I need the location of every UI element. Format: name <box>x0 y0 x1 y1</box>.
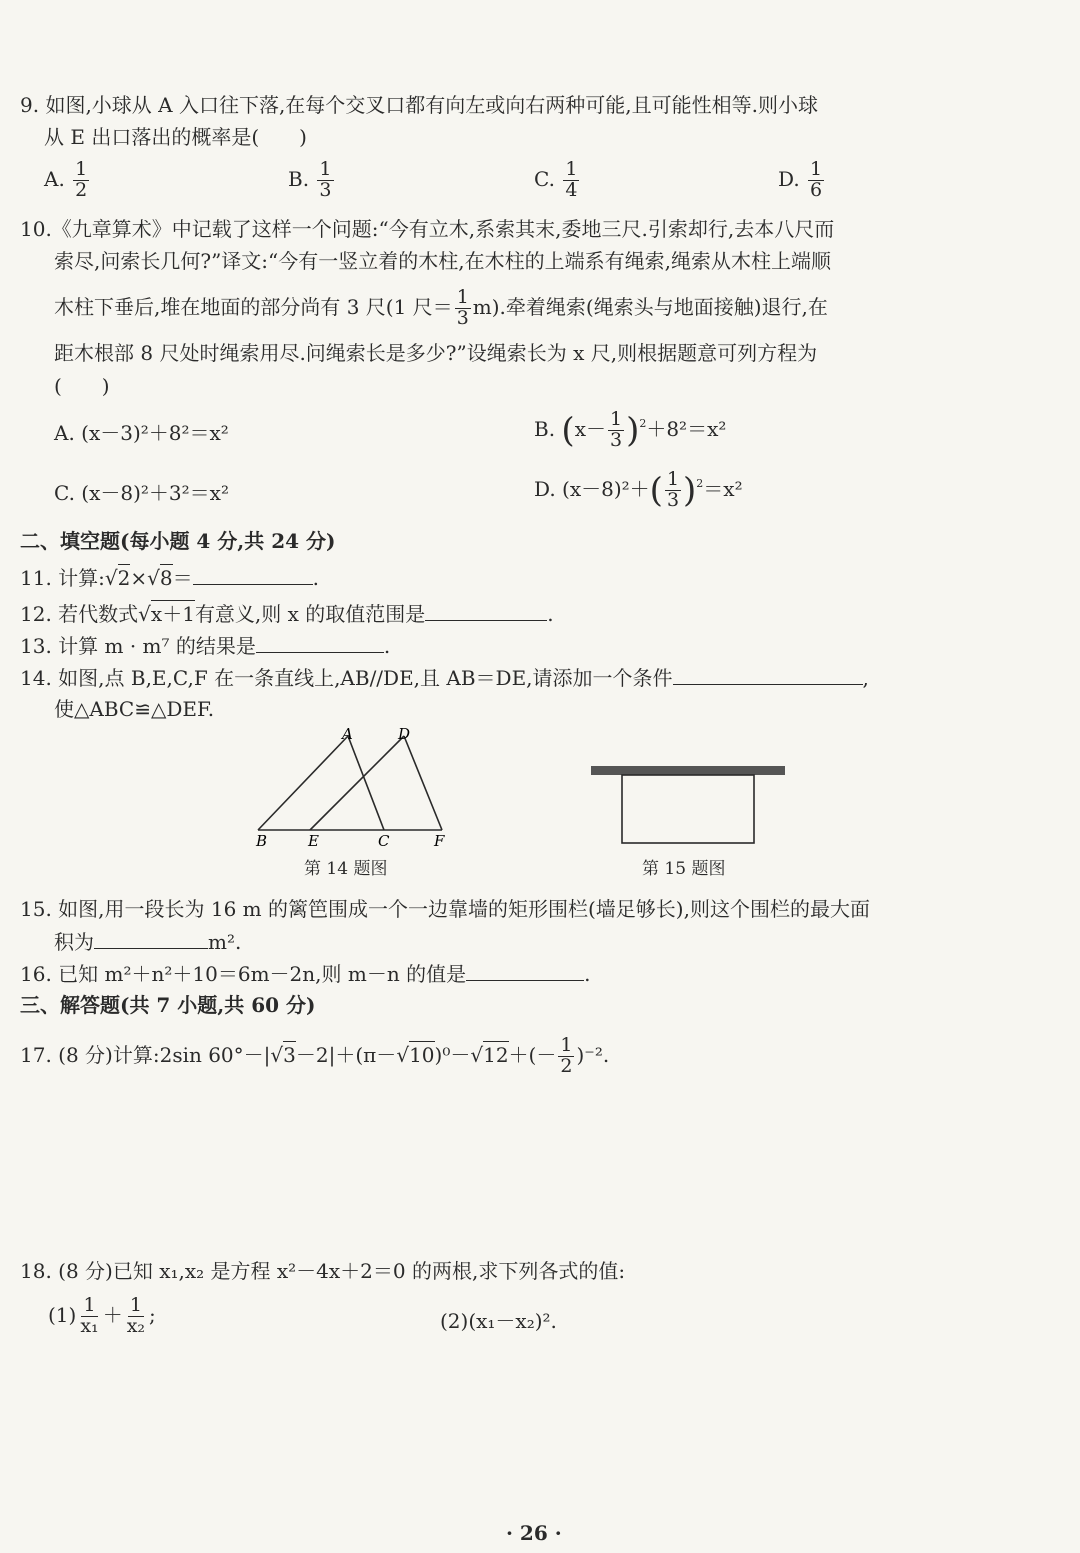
q18-line1: 18. (8 分)已知 x₁,x₂ 是方程 x²－4x＋2＝0 的两根,求下列各式的值: <box>20 1259 626 1283</box>
q10-line1: 10.《九章算术》中记载了这样一个问题:“今有立木,系索其末,委地三尺.引索却行,去本八尺而 <box>20 217 835 241</box>
q10-option-a: A. (x－3)²＋8²＝x² <box>54 421 229 445</box>
q9-option-c: C. $\frac{1}{4}$ <box>534 158 578 201</box>
q18-part1: (1) $\frac{1}{\text{x₁}}$ ＋ $\frac{1}{\text{x₂}}$ ; <box>48 1294 156 1337</box>
q15-line1: 15. 如图,用一段长为 16 m 的篱笆围成一个一边靠墙的矩形围栏(墙足够长),则这个围栏的最大面 <box>20 897 870 921</box>
point-a-label: A <box>342 725 353 743</box>
q15-answer-blank[interactable] <box>94 930 208 949</box>
point-e-label: E <box>308 832 319 850</box>
q12-answer-blank[interactable] <box>425 602 547 621</box>
wall <box>591 766 785 775</box>
q15-line2: 积为 m². <box>54 930 242 954</box>
segment-de <box>310 736 404 830</box>
q17: 17. (8 分)计算:2sin 60°－|√3－2|＋(π－√10)⁰－√12＋(－ $\frac{1}{2}$ )⁻². <box>20 1034 610 1077</box>
point-d-label: D <box>398 725 411 743</box>
q11: 11. 计算:√2×√8＝ . <box>20 566 319 590</box>
q13: 13. 计算 m · m⁷ 的结果是 . <box>20 634 391 658</box>
q14-line1: 14. 如图,点 B,E,C,F 在一条直线上,AB//DE,且 AB＝DE,请添加一个条件 , <box>20 666 869 690</box>
segment-ab <box>258 736 348 830</box>
q14-line2: 使△ABC≌△DEF. <box>54 697 215 721</box>
q9-line2: 从 E 出口落出的概率是( ) <box>44 125 307 149</box>
section-3-heading: 三、解答题(共 7 小题,共 60 分) <box>20 993 316 1017</box>
q10-line2: 索尽,问索长几何?”译文:“今有一竖立着的木柱,在木柱的上端系有绳索,绳索从木柱上端顺 <box>54 249 831 273</box>
figure-15-fence <box>586 760 792 850</box>
q13-answer-blank[interactable] <box>256 634 384 653</box>
q16: 16. 已知 m²＋n²＋10＝6m－2n,则 m－n 的值是 . <box>20 962 591 986</box>
q12: 12. 若代数式√x＋1有意义,则 x 的取值范围是 . <box>20 602 554 626</box>
q10-option-d: D. (x－8)²＋( $\frac{1}{3}$ )$^2$＝x² <box>534 468 743 511</box>
point-b-label: B <box>256 832 268 850</box>
q11-answer-blank[interactable] <box>193 566 313 585</box>
q14-answer-blank[interactable] <box>673 666 863 685</box>
page-number: · 26 · <box>506 1521 562 1545</box>
q16-answer-blank[interactable] <box>466 962 584 981</box>
q18-part2: (2)(x₁－x₂)². <box>440 1309 557 1333</box>
q10-option-c: C. (x－8)²＋3²＝x² <box>54 481 229 505</box>
q9-option-d: D. $\frac{1}{6}$ <box>778 158 823 201</box>
section-2-heading: 二、填空题(每小题 4 分,共 24 分) <box>20 529 336 553</box>
q10-line5: ( ) <box>54 374 110 398</box>
point-c-label: C <box>378 832 390 850</box>
q10-line4: 距木根部 8 尺处时绳索用尽.问绳索长是多少?”设绳索长为 x 尺,则根据题意可列方程为 <box>54 341 818 365</box>
q10-line3: 木柱下垂后,堆在地面的部分尚有 3 尺(1 尺＝ $\frac{1}{3}$ m).牵着绳索(绳索头与地面接触)退行,在 <box>54 286 828 329</box>
q9-line1: 9. 如图,小球从 A 入口往下落,在每个交叉口都有向左或向右两种可能,且可能性相等.则小球 <box>20 93 819 117</box>
fence-rectangle <box>622 775 754 843</box>
segment-ac <box>348 736 384 830</box>
segment-df <box>404 736 442 830</box>
q9-option-a: A. $\frac{1}{2}$ <box>44 158 88 201</box>
figure-14-caption: 第 14 题图 <box>304 859 388 879</box>
point-f-label: F <box>434 832 445 850</box>
figure-14-triangles <box>250 722 460 852</box>
q10-option-b: B. (x－ $\frac{1}{3}$ )$^2$＋8²＝x² <box>534 408 727 451</box>
figure-15-caption: 第 15 题图 <box>642 859 726 879</box>
q9-option-b: B. $\frac{1}{3}$ <box>288 158 332 201</box>
